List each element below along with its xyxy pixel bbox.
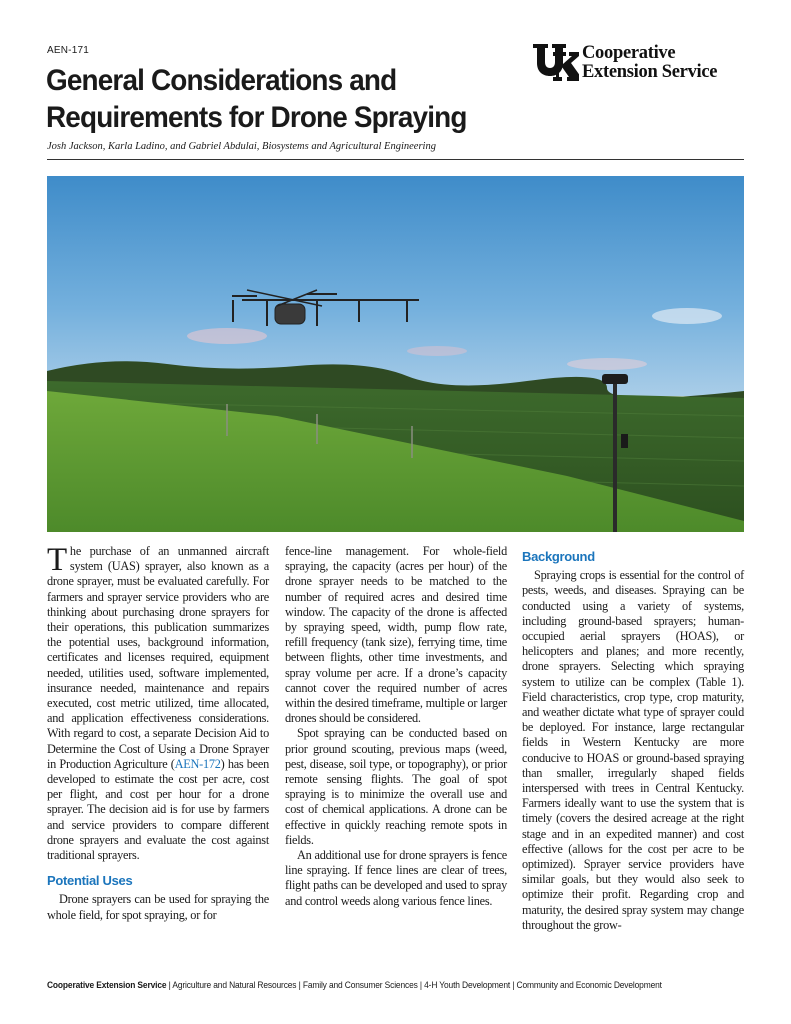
paragraph: An additional use for drone sprayers is fence line spraying. If fence lines are clear of trees, flight paths can be developed and used to spray and control weeds along various fence lines. (285, 848, 507, 908)
paragraph: Drone sprayers can be used for spraying the whole field, for spot spraying, or for (47, 892, 269, 922)
intro-paragraph: The purchase of an unmanned aircraft system (UAS) sprayer, also known as a drone sprayer, must be evaluated carefully. For farmers and sprayer service providers who are thinking about purchasing drone sprayers for their operations, this publication summarizes the potential uses, background information, certificates and licenses required, equipment needed, utilities used, software implemented, insurance needed, maintenance and repairs executed, cost metric utilized, time allocated, and application effectiveness considerations. With regard to cost, a separate Decision Aid to Determine the Cost of Using a Drone Sprayer in Production Agriculture (AEN-172) has been developed to estimate the cost per acre, cost per flight, and cost per hour for a drone sprayer. The decision aid is for use by farmers and service providers to compare different drone sprayers and evaluate the cost against traditional sprayers. (47, 542, 269, 863)
footer-brand: Cooperative Extension Service (47, 980, 167, 990)
footer (47, 980, 662, 990)
uk-monogram-icon (533, 44, 579, 82)
section-heading-background: Background (522, 549, 595, 564)
page-title: General Considerations and Requirements for Drone Spraying (46, 64, 467, 134)
drone-field-image (47, 176, 744, 532)
column-3 (522, 544, 744, 933)
column-2 (285, 544, 507, 909)
drone-photo (47, 176, 744, 532)
aen-172-link[interactable]: AEN-172 (174, 756, 221, 771)
publication-code: AEN-171 (47, 45, 89, 56)
drop-cap: T (47, 542, 67, 578)
paragraph: fence-line management. For whole-field spraying, the capacity (acres per hour) of the drone sprayer needs to be matched to the number of required acres and desired time window. The capacity of the drone is affected by spraying speed, width, pump flow rate, refill frequency (tank size), ferrying time, time between flights, other time investments, and spray volume per acre. If a drone’s capacity cannot cover the required number of acres within the desired timeframe, multiple or larger drones should be considered. (285, 544, 507, 726)
header-divider (47, 159, 744, 160)
section-heading-potential-uses: Potential Uses (47, 873, 133, 889)
column-1 (47, 544, 269, 923)
logo-text: Cooperative Extension Service (582, 43, 718, 82)
footer-units: | Agriculture and Natural Resources | Family and Consumer Sciences | 4-H Youth Development | Community and Economic Development (166, 980, 662, 990)
authors-line: Josh Jackson, Karla Ladino, and Gabriel Abdulai, Biosystems and Agricultural Engineering (47, 141, 436, 152)
paragraph: Spraying crops is essential for the control of pests, weeds, and diseases. Spraying can be conducted using a variety of systems, including ground-based sprayers; human-occupied aerial sprayers (HOAS), or helicopters and planes; and more recently, drone sprayers. Selecting which spraying system to utilize can be complex (Table 1). Field characteristics, crop type, crop maturity, and weather dictate what type of sprayer could be deployed. For instance, large rectangular fields in Western Kentucky are more conducive to HOAS or ground-based spraying than smaller, irregularly shaped fields interspersed with trees in Central Kentucky. Farmers ideally want to use the system that is timely (covers the desired acreage at the right stage and in an expedited manner) and cost effective (allows for the cost per acre to be optimized). Sprayer service providers have similar goals, but they would also seek to optimize their profit. Regarding crop and maturity, the desired spray system may change throughout the grow- (522, 568, 744, 932)
paragraph: Spot spraying can be conducted based on prior ground scouting, previous maps (weed, pest, disease, soil type, or topography), or prior remote sensing flights. The goal of spot spraying is to minimize the overall use and cost of chemical applications. A drone can be effective in quickly reaching remote spots in fields. (285, 726, 507, 847)
